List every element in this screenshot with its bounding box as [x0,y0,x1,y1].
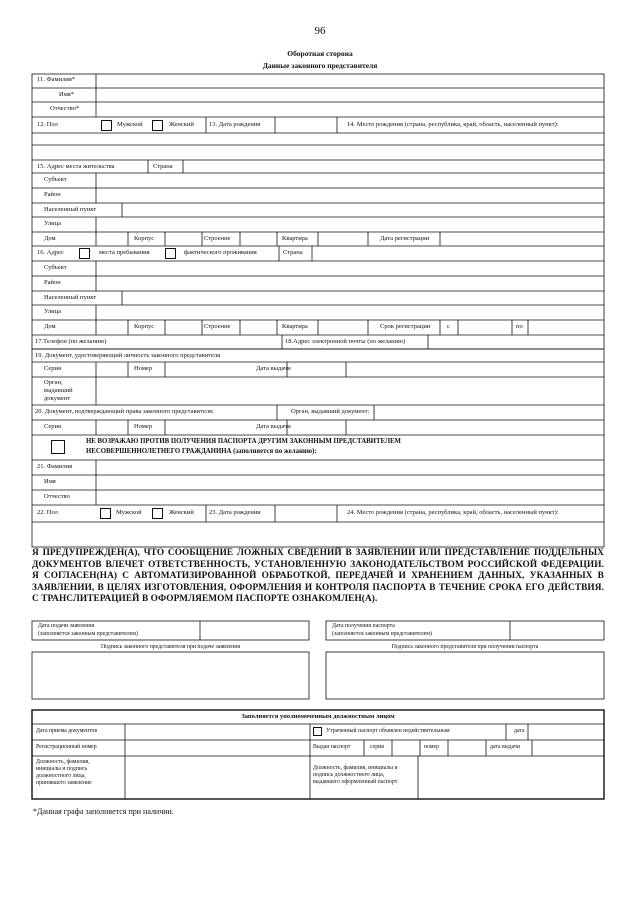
rights-number-label: Номер [134,423,153,430]
submit-signature-field[interactable] [34,654,307,697]
issued-passport-label: Выдан паспорт [313,744,351,750]
residence-district-field[interactable] [98,189,602,202]
surname-field[interactable] [98,75,602,88]
id-authority-label-3: документ [44,395,71,402]
stay-house-label: Дом [44,323,56,330]
reg-number-label: Регистрационный номер [36,744,97,750]
sex-label: 12. Пол [37,121,58,128]
page-number: 96 [314,25,326,37]
residence-subject-field[interactable] [98,174,602,187]
acceptor-label-4: принявшего заявление [36,780,92,786]
residence-district-label: Район [44,191,61,198]
stay-country-field[interactable] [314,247,602,260]
rights-document-label: 20. Документ, подтверждающий права законного представителя: [35,408,214,415]
lost-passport-label: Утраченный паспорт объявлен недействительным [326,728,450,734]
residence-subject-label: Субъект [44,176,67,183]
receive-date-label-2: (заполняется законным представителем) [332,631,432,637]
residence-address-label: 15. Адрес места жительства [37,163,115,170]
stay-building-label: Корпус [134,323,155,330]
other-patronymic-field[interactable] [98,491,602,504]
id-issue-date-label: Дата выдачи [256,365,291,372]
submit-signature-label: Подпись законного представителя при подаче заявления [101,644,240,650]
id-authority-field[interactable] [98,378,602,404]
residence-street-field[interactable] [98,218,602,231]
footnote: *Данная графа заполняется при наличии. [33,807,174,816]
stay-apartment-label: Квартира [282,323,308,330]
birthplace-field[interactable] [34,134,602,144]
email-label: 18.Адрес электронной почты (по желанию) [285,338,406,345]
actual-address-checkbox[interactable] [165,248,176,259]
actual-address-option-label: фактического проживания [184,249,257,256]
name-label: Имя* [59,91,75,98]
patronymic-label: Отчество* [50,105,80,112]
consent-checkbox[interactable] [51,440,65,454]
stay-reg-period-label: Срок регистрации [380,323,431,330]
stay-subject-label: Субъект [44,264,67,271]
acceptor-label-3: должностного лица, [36,773,86,779]
other-birthplace-field[interactable] [34,523,602,545]
other-name-label: Имя [44,478,56,485]
other-name-field[interactable] [98,476,602,489]
stay-period-from-label: с [447,323,450,330]
residence-house-label: Дом [44,235,56,242]
other-male-label: Мужской [116,509,142,516]
id-number-label: Номер [134,365,153,372]
stay-address-checkbox[interactable] [79,248,90,259]
other-dob-label: 23. Дата рождения [209,509,261,516]
id-document-label: 19. Документ, удостоверяющий личность законного представителя [35,352,221,359]
rights-authority-label: Орган, выдавший документ: [291,408,370,415]
stay-district-label: Район [44,279,61,286]
other-female-checkbox[interactable] [152,508,163,519]
issued-series-label: серия [370,744,384,750]
birthplace-label: 14. Место рождения (страна, республика, край, область, населенный пункт): [347,121,559,128]
lost-passport-checkbox[interactable] [313,727,322,736]
residence-locality-label: Населенный пункт [44,206,97,213]
residence-reg-date-label: Дата регистрации [380,235,430,242]
id-authority-label-2: выдавший [44,387,73,394]
female-label: Женский [169,121,194,128]
issued-date-label: дата выдачи [490,744,520,750]
patronymic-field[interactable] [98,103,602,116]
residence-country-field[interactable] [185,161,602,174]
rights-authority-field[interactable] [376,406,602,419]
other-surname-field[interactable] [98,461,602,474]
receive-signature-field[interactable] [328,654,602,697]
consent-text-line-2: НЕСОВЕРШЕННОЛЕТНЕГО ГРАЖДАНИНА (заполняется по желанию): [86,448,317,455]
other-female-label: Женский [169,509,194,516]
surname-label: 11. Фамилия* [37,76,76,83]
section-title: Данные законного представителя [262,61,378,70]
page-side-title: Оборотная сторона [287,49,353,58]
other-sex-label: 22. Пол [37,509,58,516]
residence-country-label: Страна [153,163,173,170]
stay-country-label: Страна [283,249,303,256]
female-checkbox[interactable] [152,120,163,131]
rights-issue-date-label: Дата выдачи [256,423,291,430]
accept-date-label: Дата приема документов [36,728,98,734]
name-field[interactable] [98,89,602,102]
other-birthplace-label: 24. Место рождения (страна, республика, край, область, населенный пункт): [347,509,559,516]
male-checkbox[interactable] [101,120,112,131]
official-section-title: Заполняется уполномоченным должностным лицом [241,713,395,720]
issuer-label-1: Должность, фамилия, инициалы и [313,765,398,771]
residence-building-label: Корпус [134,235,155,242]
other-patronymic-label: Отчество [44,493,70,500]
lost-date-label: дата [514,728,525,734]
stay-address-label: 16. Адрес [37,249,64,256]
receive-signature-label: Подпись законного представителя при получении паспорта [391,644,539,650]
id-series-label: Серия [44,365,62,372]
stay-street-label: Улица [44,308,61,315]
stay-address-option-label: места пребывания [99,249,150,256]
stay-locality-label: Населенный пункт [44,294,97,301]
residence-locality-field[interactable] [124,204,602,217]
liability-warning: Я ПРЕДУПРЕЖДЕН(А), ЧТО СООБЩЕНИЕ ЛОЖНЫХ СВЕДЕНИЙ В ЗАЯВЛЕНИИ ИЛИ ПРЕДСТАВЛЕНИЕ ПОДДЕЛЬНЫХ ДОКУМЕНТОВ ВЛЕЧЕТ ОТВЕТСТВЕННОСТЬ, УСТАНОВЛЕННУЮ ЗАКОНОДАТЕЛЬСТВОМ РОССИЙСКОЙ ФЕДЕРАЦИИ. Я СОГЛАСЕН(НА) С АВТОМАТИЗИРОВАННОЙ ОБРАБОТКОЙ, ПЕРЕДАЧЕЙ И ХРАНЕНИЕМ ДАННЫХ, УКАЗАННЫХ В ЗАЯВЛЕНИИ, В ЦЕЛЯХ ИЗГОТОВЛЕНИЯ, ОФОРМЛЕНИЯ И КОНТРОЛЯ ПАСПОРТА В ТЕЧЕНИЕ СРОКА ЕГО ДЕЙСТВИЯ. С ТРАНСЛИТЕРАЦИЕЙ В ОФОРМЛЯЕМОМ ПАСПОРТЕ ОЗНАКОМЛЕН(А). [32,548,604,605]
residence-street-label: Улица [44,220,61,227]
receive-date-field[interactable] [512,622,602,639]
submit-date-label-1: Дата подачи заявления [38,623,95,629]
issuer-label-3: выдавшего оформленный паспорт [313,779,398,785]
phone-field[interactable] [130,336,280,349]
dob-label: 13. Дата рождения [209,121,261,128]
acceptor-label-2: инициалы и подпись [36,766,88,772]
submit-date-label-2: (заполняется законным представителем) [38,631,138,637]
id-authority-label-1: Орган, [44,379,63,386]
email-field[interactable] [430,336,602,349]
other-surname-label: 21. Фамилия [37,463,73,470]
other-male-checkbox[interactable] [100,508,111,519]
phone-label: 17.Телефон (по желанию) [35,338,107,345]
stay-structure-label: Строение [204,323,231,330]
dob-field[interactable] [277,118,335,131]
male-label: Мужской [117,121,143,128]
stay-period-to-label: по [516,323,523,330]
residence-structure-label: Строение [204,235,231,242]
consent-text-line-1: НЕ ВОЗРАЖАЮ ПРОТИВ ПОЛУЧЕНИЯ ПАСПОРТА ДРУГИМ ЗАКОННЫМ ПРЕДСТАВИТЕЛЕМ [86,438,401,445]
issued-number-label: номер [424,744,440,750]
rights-series-label: Серия [44,423,62,430]
submit-date-field[interactable] [202,622,307,639]
issuer-label-2: подпись должностного лица, [313,772,385,778]
acceptor-label-1: Должность, фамилия, [36,759,90,765]
receive-date-label-1: Дата получения паспорта [332,623,395,629]
residence-apartment-label: Квартира [282,235,308,242]
